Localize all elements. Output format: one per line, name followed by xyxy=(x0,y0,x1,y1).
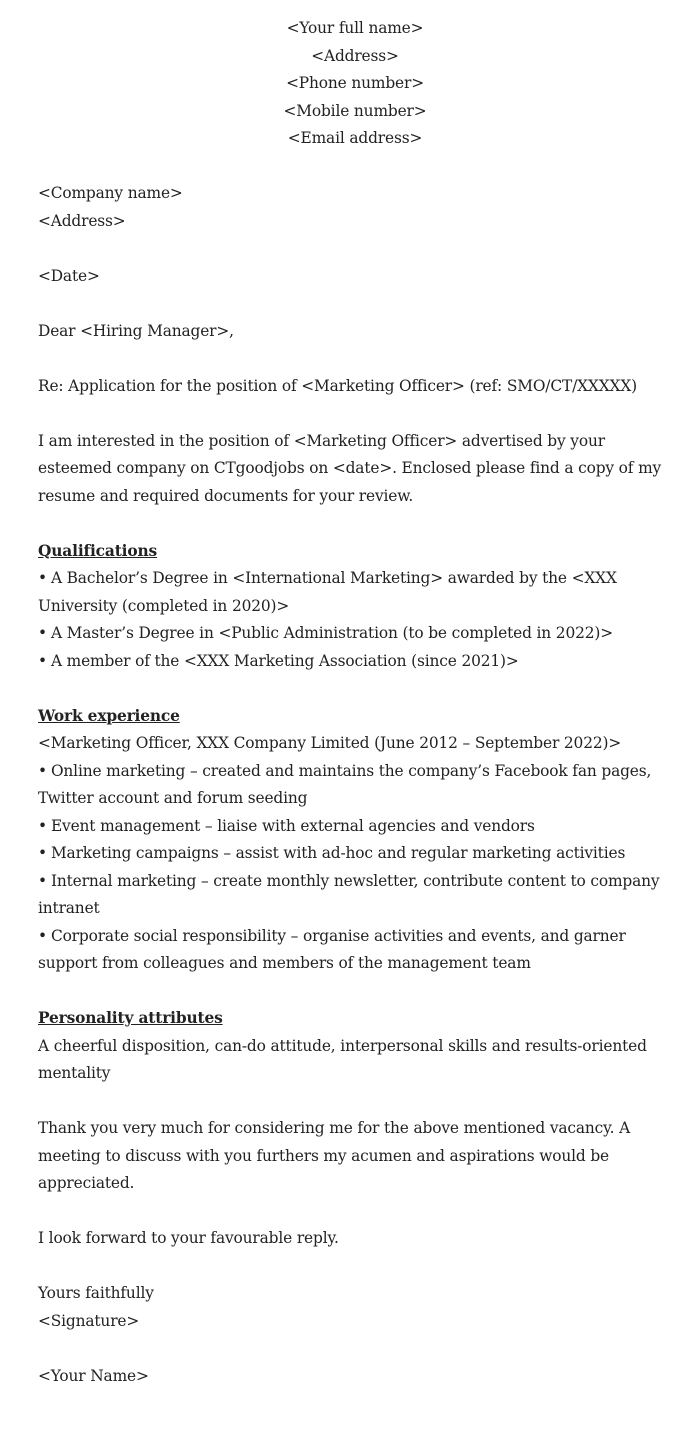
experience-role: <Marketing Officer, XXX Company Limited (June 2012 – September 2022)> xyxy=(38,734,622,752)
sender-email: <Email address> xyxy=(287,129,423,147)
intro-paragraph: I am interested in the position of <Marketing Officer> advertised by your esteemed company on CTgoodjobs on <date>. Enclosed please find a copy of my resume and required documents for your review. xyxy=(38,431,662,505)
bullet-icon: • xyxy=(38,651,47,670)
closing-paragraph: Thank you very much for considering me for the above mentioned vacancy. A meeting to discuss with you furthers my acumen and aspirations would be appreciated. xyxy=(38,1119,631,1192)
list-item xyxy=(38,758,678,813)
sender-block xyxy=(38,15,672,153)
subject-line: Re: Application for the position of <Marketing Officer> (ref: SMO/CT/XXXXX) xyxy=(38,376,637,395)
list-item xyxy=(38,565,678,620)
list-item xyxy=(38,813,678,841)
signature-placeholder: <Signature> xyxy=(38,1311,140,1330)
recipient-address: <Address> xyxy=(38,211,126,230)
name-block xyxy=(38,1363,678,1391)
qualifications-heading: Qualifications xyxy=(38,541,158,560)
qualification-text: A Master’s Degree in <Public Administration (to be completed in 2022)> xyxy=(50,624,613,642)
closing-block xyxy=(38,1115,678,1198)
personality-heading: Personality attributes xyxy=(38,1009,223,1027)
letter-date: <Date> xyxy=(38,266,100,285)
bullet-icon: • xyxy=(38,926,47,945)
your-name: <Your Name> xyxy=(38,1366,149,1385)
subject-block xyxy=(38,373,678,401)
bullet-icon: • xyxy=(38,624,47,642)
experience-text: Event management – liaise with external agencies and vendors xyxy=(50,816,535,835)
qualification-text: A member of the <XXX Marketing Association (since 2021)> xyxy=(50,651,519,670)
list-item xyxy=(38,648,678,676)
experience-text: Corporate social responsibility – organise activities and events, and garner support from colleagues and members of the management team xyxy=(38,926,626,972)
signoff-line: Yours faithfully xyxy=(38,1284,154,1302)
experience-section xyxy=(38,703,678,978)
experience-text: Internal marketing – create monthly newsletter, contribute content to company intranet xyxy=(38,871,660,917)
qualifications-section xyxy=(38,538,678,676)
sender-name: <Your full name> xyxy=(286,19,424,37)
bullet-icon: • xyxy=(38,569,47,587)
sender-address: <Address> xyxy=(311,46,399,65)
personality-text: A cheerful disposition, can-do attitude, interpersonal skills and results-oriented mentality xyxy=(38,1036,647,1082)
signoff-block xyxy=(38,1280,678,1335)
bullet-icon: • xyxy=(38,761,47,780)
salutation: Dear <Hiring Manager>, xyxy=(38,321,234,340)
experience-text: Marketing campaigns – assist with ad-hoc and regular marketing activities xyxy=(50,844,626,862)
qualification-text: A Bachelor’s Degree in <International Marketing> awarded by the <XXX University (completed in 2020)> xyxy=(38,569,617,615)
list-item xyxy=(38,868,678,923)
sender-phone: <Phone number> xyxy=(286,74,424,92)
personality-section xyxy=(38,1005,678,1088)
recipient-company: <Company name> xyxy=(38,184,183,202)
bullet-icon: • xyxy=(38,816,47,835)
salutation-block xyxy=(38,318,678,346)
date-block xyxy=(38,263,678,291)
experience-text: Online marketing – created and maintains the company’s Facebook fan pages, Twitter account and forum seeding xyxy=(38,761,652,807)
forward-line: I look forward to your favourable reply. xyxy=(38,1229,339,1247)
forward-block xyxy=(38,1225,678,1253)
bullet-icon: • xyxy=(38,844,47,862)
experience-heading: Work experience xyxy=(38,706,180,725)
cover-letter xyxy=(38,15,678,1418)
list-item xyxy=(38,840,678,868)
list-item xyxy=(38,923,678,978)
bullet-icon: • xyxy=(38,871,47,890)
list-item xyxy=(38,620,678,648)
recipient-block xyxy=(38,180,678,235)
sender-mobile: <Mobile number> xyxy=(283,101,427,120)
intro-block xyxy=(38,428,678,511)
